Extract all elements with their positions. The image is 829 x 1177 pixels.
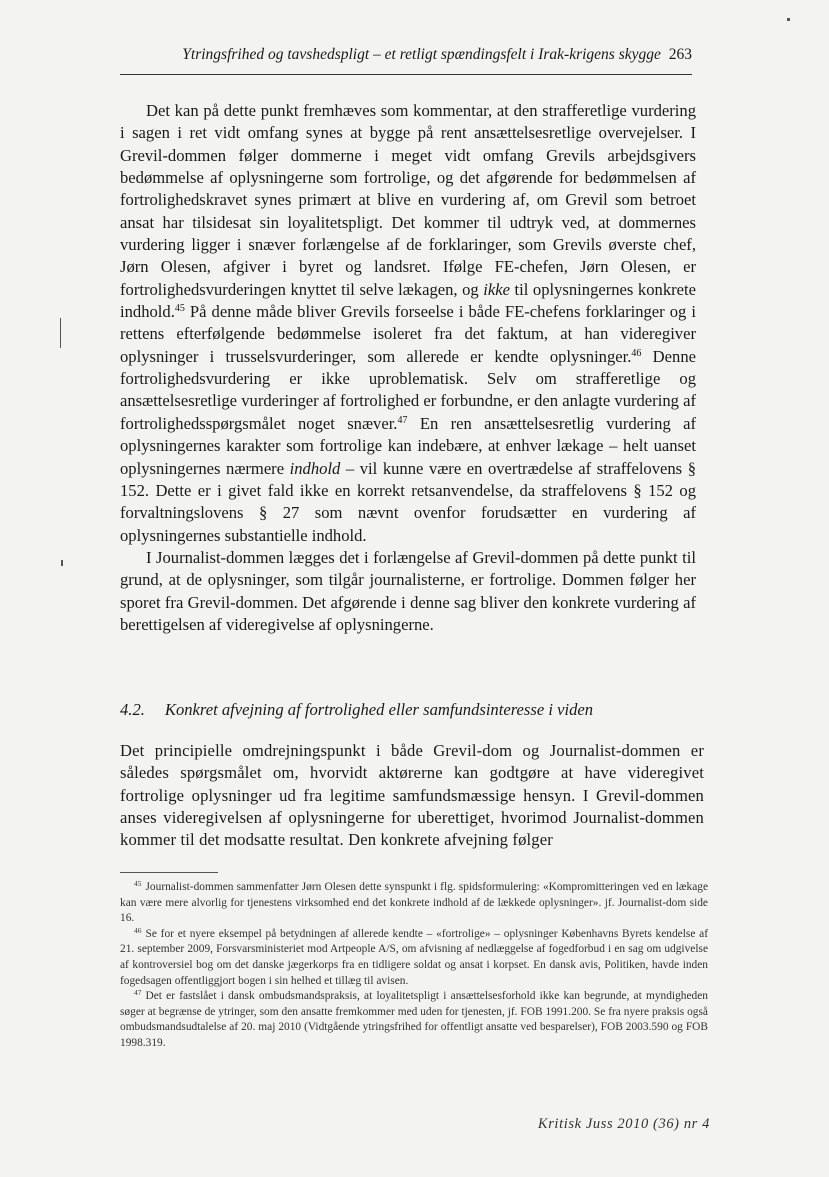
scan-mark-margin-line: [60, 318, 61, 348]
scan-mark-corner-dot: [787, 18, 790, 21]
paragraph-1-text-c: På denne måde bliver Grevils forseelse i både FE-chefens forklaringer og i rettens efterfølgende bedømmelse isoleret fra det faktum, at han videregiver oplysninger i trusselsvurderinger, som allerede er kendte oplysninger.: [120, 302, 696, 366]
emphasis-indhold: indhold: [289, 458, 341, 478]
paragraph-1: [120, 100, 696, 547]
footnote-text: Journalist-dommen sammenfatter Jørn Olesen dette synspunkt i flg. spidsformulering: «Kompromitteringen ved en lækage kan være mere alvorlig for tjenestens virksomhed end det konkrete indhold af de lækkede oplysninger». jf. Journalist-dom side 16.: [120, 881, 708, 925]
paragraph-2: I Journalist-dommen lægges det i forlængelse af Grevil-dommen på dette punkt til grund, at de oplysninger, som tilgår journalisterne, er fortrolige. Dommen følger her sporet fra Grevil-dommen. Det afgørende i denne sag bliver den konkrete vurdering af berettigelsen af videregivelse af oplysningerne.: [120, 547, 696, 634]
paragraph-1-text-a: Det kan på dette punkt fremhæves som kommentar, at den strafferetlige vurdering i sagen i ret vidt omfang synes at bygge på rent ansættelsesretlige overvejelser. I Grevil-dommen følger dommerne i meget vidt omfang Grevils arbejdsgivers bedømmelse af oplysningerne som fortrolige, og det afgørende for bedømmelsen af fortrolighedskravet synes primært at blive en vurdering af, om Grevil som betroet ansat har tilsidesat sin loyalitetspligt. Det kommer til udtryk ved, at dommernes vurdering ligger i snæver forlængelse af de forklaringer, som Grevils øverste chef, Jørn Olesen, afgiver i byret og landsret. Ifølge FE-chefen, Jørn Olesen, er fortrolighedsvurderingen knyttet til selve lækagen, og: [120, 101, 696, 299]
footnote-number: 45: [134, 879, 142, 888]
section-text: [120, 740, 704, 851]
footnote-text: Se for et nyere eksempel på betydningen af allerede kendte – «fortrolige» – oplysninger Københavns Byrets kendelse af 21. september 2009, Forsvarsministeriet mod Artpeople A/S, om afvisning af nedlæggelse af fogedforbud i en sag om udgivelse af kontroversiel bog om det danske jægerkorps fra en tidligere soldat og ansat i korpset. En dansk avis, Politiken, havde inden fogedsagen offentliggjort bogen i sin helhed et tillæg til avisen.: [120, 927, 708, 987]
emphasis-ikke: ikke: [483, 279, 510, 299]
footnote-number: 47: [134, 988, 142, 998]
footnote-ref-46[interactable]: 46: [631, 347, 642, 359]
page-number: 263: [668, 46, 692, 63]
section-number: 4.2.: [120, 700, 145, 719]
running-header-title: Ytringsfrihed og tavshedspligt – et retligt spændingsfelt i Irak-krigens skygge: [182, 46, 661, 63]
paragraph-1-text-b: til oplysningernes konkrete indhold.: [120, 279, 696, 322]
section-paragraph: Det principielle omdrejningspunkt i både Grevil-dom og Journalist-dommen er således spørgsmålet om, hvorvidt aktørerne kan godtgøre at have videregivet fortrolige oplysninger ud fra legitime samfundsmæssige hensyn. I Grevil-dommen anses videregivelsen af oplysningerne for uberettiget, hvorimod Journalist-dommen kommer til det modsatte resultat. Den konkrete afvejning følger: [120, 741, 704, 850]
footnote-rule: [120, 872, 218, 873]
footnote-46: [120, 927, 708, 989]
main-text: [120, 100, 696, 636]
paragraph-1-text-e: En ren ansættelsesretlig vurdering af oplysningernes karakter som fortrolige kan indebære, at enhver lækage – helt uanset oplysningernes nærmere: [120, 413, 696, 478]
paragraph-1-text-f: – vil kunne være en overtrædelse af straffelovens § 152. Dette er i givet fald ikke en korrekt retsanvendelse, da straffelovens § 152 og forvaltningslovens § 27 som nævnt ovenfor forudsætter en vurdering af oplysningernes substantielle indhold.: [120, 458, 696, 545]
footnote-text: Det er fastslået i dansk ombudsmandspraksis, at loyalitetspligt i ansættelsesforhold ikke kan begrunde, at myndigheden søger at begrænse de ytringer, som den ansatte fremkommer med uden for tjenesten, jf. FOB 1991.200. Se fra nyere praksis også ombudsmandsudtalelse af 20. maj 2010 (Vidtgående ytringsfrihed for offentligt ansatte ved besparelser), FOB 2003.590 og FOB 1998.319.: [120, 990, 708, 1049]
scan-mark-dot: [61, 560, 63, 566]
journal-footer: Kritisk Juss 2010 (36) nr 4: [537, 1116, 710, 1132]
section-heading: [120, 700, 696, 720]
footnotes: [120, 880, 708, 1052]
footnote-47: [120, 989, 708, 1051]
running-header: [120, 46, 692, 64]
footnote-ref-47[interactable]: 47: [397, 414, 408, 426]
section-title: Konkret afvejning af fortrolighed eller samfundsinteresse i viden: [164, 700, 594, 719]
footnote-number: 46: [134, 925, 142, 935]
paragraph-1-text-d: Denne fortrolighedsvurdering er ikke uproblematisk. Selv om strafferetlige og ansættelsesretlige vurderinger af fortrolighed er forbundne, er den anlagte vurdering af fortrolighedsspørgsmålet noget snæver.: [120, 346, 696, 433]
footnote-ref-45[interactable]: 45: [174, 303, 185, 315]
footnote-45: [120, 880, 708, 927]
header-rule: [120, 74, 692, 75]
